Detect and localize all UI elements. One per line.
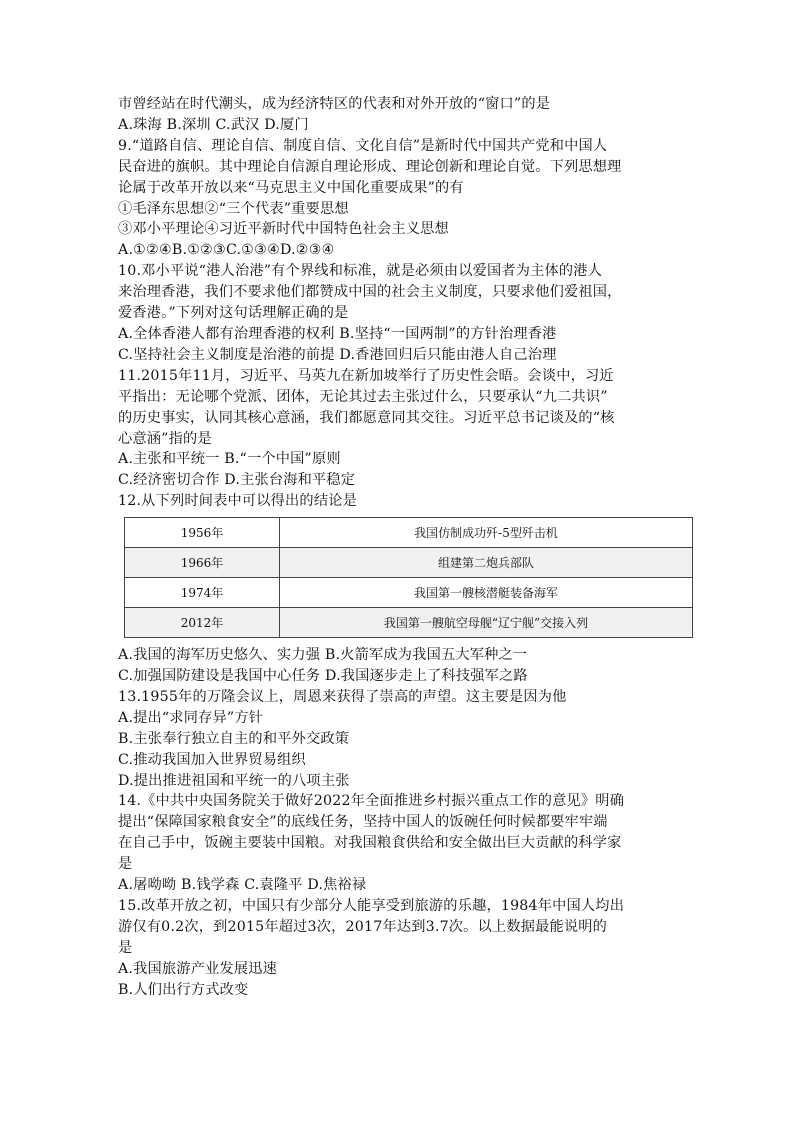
text-line: 在自己手中，饭碗主要装中国粮。对我国粮食供给和安全做出巨大贡献的科学家 [118,835,622,852]
event-cell: 组建第二炮兵部队 [280,548,693,578]
answer-options: C.经济密切合作 D.主张台海和平稳定 [118,472,356,489]
event-cell: 我国第一艘航空母舰“辽宁舰”交接入列 [280,608,693,638]
year-cell: 2012年 [125,608,280,638]
text-line: ③邓小平理论④习近平新时代中国特色社会主义思想 [118,221,449,238]
text-line: 的历史事实，认同其核心意涵，我们都愿意同其交往。习近平总书记谈及的“核 [118,409,615,426]
text-line: 平指出：无论哪个党派、团体，无论其过去主张过什么，只要承认“九二共识” [118,388,608,405]
text-line: ①毛泽东思想②“三个代表”重要思想 [118,200,349,217]
question-10: 10.邓小平说“港人治港”有个界线和标准，就是必须由以爱国者为主体的港人 [118,263,603,280]
text-line: 游仅有0.2次，到2015年超过3次，2017年达到3.7次。以上数据最能说明的 [118,918,608,935]
question-11: 11.2015年11月，习近平、马英九在新加坡举行了历史性会晤。会谈中，习近 [118,367,614,384]
text-line: 爱香港。”下列对这句话理解正确的是 [118,305,349,322]
year-cell: 1974年 [125,578,280,608]
question-14: 14.《中共中央国务院关于做好2022年全面推进乡村振兴重点工作的意见》明确 [118,793,625,810]
text-block-bottom [118,645,688,1000]
question-9: 9.“道路自信、理论自信、制度自信、文化自信”是新时代中国共产党和中国人 [118,137,608,154]
text-line: 提出“保障国家粮食安全”的底线任务，坚持中国人的饭碗任何时候都要牢牢端 [118,814,608,831]
question-12: 12.从下列时间表中可以得出的结论是 [118,493,357,510]
text-line: 心意涵”指的是 [118,430,212,447]
answer-option: B.人们出行方式改变 [118,981,249,998]
answer-options: C.坚持社会主义制度是治港的前提 D.香港回归后只能由港人自己治理 [118,346,557,363]
table-row [125,608,693,638]
event-cell: 我国第一艘核潜艇装备海军 [280,578,693,608]
answer-options: A.我国的海军历史悠久、实力强 B.火箭军成为我国五大军种之一 [118,647,528,664]
text-line: 是 [118,939,133,956]
answer-option: D.提出推进祖国和平统一的八项主张 [118,772,350,789]
question-13: 13.1955年的万隆会议上，周恩来获得了崇高的声望。这主要是因为他 [118,688,567,705]
text-line: 民奋进的旗帜。其中理论自信源自理论形成、理论创新和理论自觉。下列思想理 [118,158,622,175]
answer-options: C.加强国防建设是我国中心任务 D.我国逐步走上了科技强军之路 [118,668,528,685]
answer-option: C.推动我国加入世界贸易组织 [118,751,306,768]
answer-option: A.我国旅游产业发展迅速 [118,960,278,977]
table-row [125,548,693,578]
answer-option: A.提出“求同存异”方针 [118,709,264,726]
answer-option: B.主张奉行独立自主的和平外交政策 [118,730,350,747]
answer-options: A.屠呦呦 B.钱学森 C.袁隆平 D.焦裕禄 [118,877,367,894]
year-cell: 1966年 [125,548,280,578]
timeline-table [124,517,693,638]
year-cell: 1956年 [125,518,280,548]
text-block-top [118,94,688,512]
question-15: 15.改革开放之初，中国只有少部分人能享受到旅游的乐趣，1984年中国人均出 [118,898,625,914]
answer-options: A.主张和平统一 B.“一个中国”原则 [118,451,341,468]
text-line: 论属于改革开放以来“马克思主义中国化重要成果”的有 [118,179,464,196]
text-line: 是 [118,856,133,873]
answer-options: A.珠海 B.深圳 C.武汉 D.厦门 [118,116,309,133]
answer-options: A.①②④B.①②③C.①③④D.②③④ [118,242,335,259]
event-cell: 我国仿制成功歼-5型歼击机 [280,518,693,548]
text-line: 来治理香港，我们不要求他们都赞成中国的社会主义制度，只要求他们爱祖国， [118,284,622,301]
table-row [125,578,693,608]
document-page [118,94,688,1001]
table-row [125,518,693,548]
answer-options: A.全体香港人都有治理香港的权利 B.坚持“一国两制”的方针治理香港 [118,325,557,342]
text-line: 市曾经站在时代潮头，成为经济特区的代表和对外开放的“窗口”的是 [118,96,551,112]
